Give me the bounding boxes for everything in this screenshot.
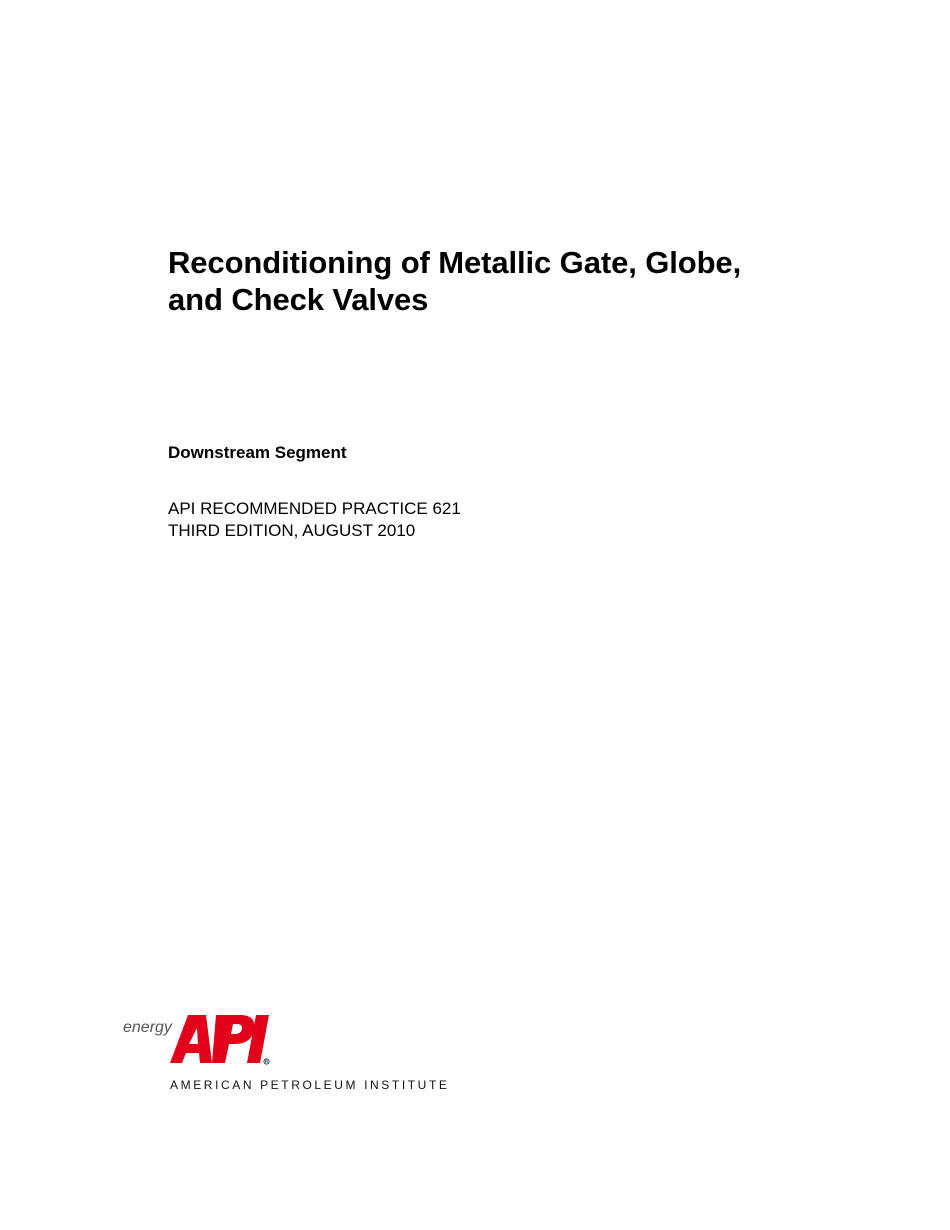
- document-title: [168, 244, 868, 318]
- document-title-line-1: Reconditioning of Metallic Gate, Globe,: [168, 245, 742, 280]
- logo-letter-a: [170, 1015, 212, 1063]
- document-title-line-2: and Check Valves: [168, 282, 429, 317]
- segment-label: Downstream Segment: [168, 443, 347, 462]
- registered-mark-r: [266, 1060, 268, 1063]
- practice-number: API RECOMMENDED PRACTICE 621: [168, 499, 461, 518]
- edition-date: THIRD EDITION, AUGUST 2010: [168, 521, 416, 540]
- api-logo: [118, 1010, 450, 1095]
- api-logo-mark: [170, 1013, 270, 1065]
- logo-tagline: energy: [123, 1019, 172, 1036]
- logo-letter-p: [212, 1015, 254, 1063]
- organization-name: AMERICAN PETROLEUM INSTITUTE: [170, 1078, 450, 1092]
- edition-info: [168, 498, 461, 542]
